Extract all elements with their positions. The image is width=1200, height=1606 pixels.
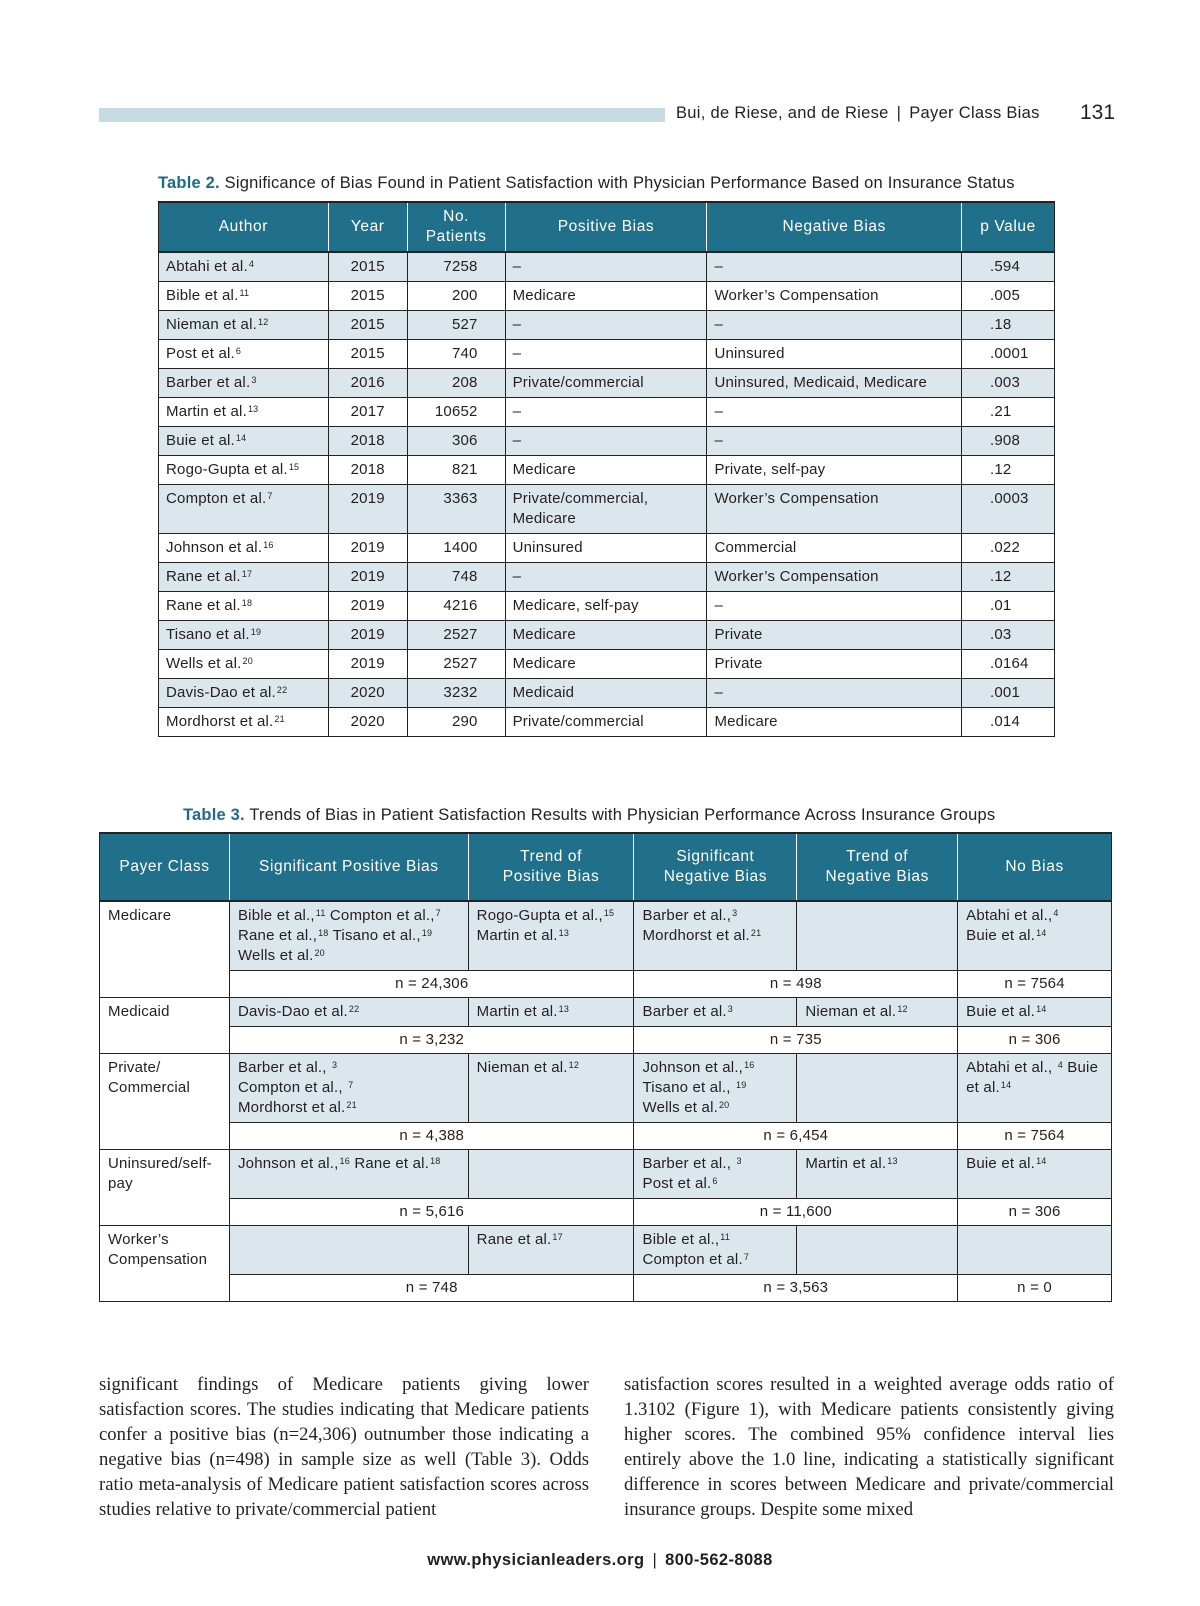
table3-row bbox=[100, 1226, 1112, 1275]
table2-cell-author: Post et al.$^6$ bbox=[159, 339, 329, 368]
footer-website: www.physicianleaders.org bbox=[427, 1551, 645, 1569]
reference-number: 14 bbox=[1036, 928, 1047, 938]
reference-number: 22 bbox=[348, 1004, 360, 1014]
table2-cell-author: Tisano et al.$^{19}$ bbox=[159, 620, 329, 649]
table2-cell-positive-bias: Medicare bbox=[505, 455, 707, 484]
reference-number: 20 bbox=[718, 1100, 730, 1110]
table2-cell-year: 2019 bbox=[328, 533, 407, 562]
reference-number: 7 bbox=[743, 1252, 750, 1262]
table3-cell-trend-negative: Martin et al.$^{13}$ bbox=[797, 1150, 958, 1199]
table3-cell-significant-negative: Johnson et al.,$^{16}$ Tisano et al., $^{19}$ Wells et al.$^{20}$ bbox=[634, 1054, 797, 1123]
table2-cell-year: 2015 bbox=[328, 339, 407, 368]
table2-cell-p-value: .01 bbox=[962, 591, 1055, 620]
reference-number: 18 bbox=[241, 597, 253, 608]
reference-number: 18 bbox=[318, 928, 329, 938]
table3-cell-payer-class: Medicaid bbox=[100, 998, 230, 1054]
table2-cell-negative-bias: Commercial bbox=[707, 533, 962, 562]
table2-cell-negative-bias: – bbox=[707, 591, 962, 620]
table3-cell-trend-negative: Nieman et al.$^{12}$ bbox=[797, 998, 958, 1027]
table2-row bbox=[159, 533, 1055, 562]
reference-number: 7 bbox=[435, 908, 441, 918]
table3-cell-trend-negative bbox=[797, 1054, 958, 1123]
table3-cell-no-bias: Buie et al.$^{14}$ bbox=[958, 1150, 1112, 1199]
table2-cell-patients: 306 bbox=[407, 426, 505, 455]
table3-count-negative: n = 3,563 bbox=[634, 1275, 958, 1302]
table2-cell-patients: 1400 bbox=[407, 533, 505, 562]
running-header bbox=[676, 104, 1040, 123]
reference-number: 19 bbox=[250, 626, 262, 637]
table2-cell-author: Buie et al.$^{14}$ bbox=[159, 426, 329, 455]
table3-header-trend-negative: Trend of Negative Bias bbox=[797, 833, 958, 901]
table3-cell-trend-negative bbox=[797, 1226, 958, 1275]
body-text-left-column: significant findings of Medicare patients giving lower satisfaction scores. The studies indicating that Medicare patients confer a positive bias (n=24,306) outnumber those indicating a negative bias (n=498) in sample size as well (Table 3). Odds ratio meta-analysis of Medicare patient satisfaction scores across studies relative to private/commercial patient bbox=[99, 1374, 589, 1520]
table2-body bbox=[159, 252, 1055, 736]
table3-count-row bbox=[100, 1199, 1112, 1226]
table2-cell-patients: 821 bbox=[407, 455, 505, 484]
table3-caption-text: Trends of Bias in Patient Satisfaction Results with Physician Performance Across Insurance Groups bbox=[249, 806, 996, 824]
reference-number: 14 bbox=[235, 432, 247, 443]
table2-header-row bbox=[159, 202, 1055, 252]
table2-cell-author: Bible et al.$^{11}$ bbox=[159, 281, 329, 310]
reference-number: 11 bbox=[315, 908, 326, 918]
table3-cell-trend-positive: Rane et al.$^{17}$ bbox=[468, 1226, 634, 1275]
table3-count-row bbox=[100, 1027, 1112, 1054]
reference-number: 13 bbox=[247, 403, 259, 414]
reference-number: 15 bbox=[603, 908, 615, 918]
table2-row bbox=[159, 426, 1055, 455]
table2-cell-positive-bias: Private/commercial, Medicare bbox=[505, 484, 707, 533]
table2-cell-negative-bias: – bbox=[707, 397, 962, 426]
reference-number: 13 bbox=[558, 928, 570, 938]
table2-cell-p-value: .0003 bbox=[962, 484, 1055, 533]
table3-cell-no-bias: Buie et al.$^{14}$ bbox=[958, 998, 1112, 1027]
table2-cell-negative-bias: Medicare bbox=[707, 707, 962, 736]
table2-cell-year: 2020 bbox=[328, 707, 407, 736]
table2-cell-year: 2018 bbox=[328, 455, 407, 484]
footer-separator: | bbox=[652, 1551, 658, 1569]
table2-cell-author: Abtahi et al.$^4$ bbox=[159, 252, 329, 281]
table3-count-no-bias: n = 306 bbox=[958, 1199, 1112, 1226]
table2-cell-p-value: .022 bbox=[962, 533, 1055, 562]
table2-cell-patients: 7258 bbox=[407, 252, 505, 281]
table2-cell-negative-bias: Uninsured, Medicaid, Medicare bbox=[707, 368, 962, 397]
table2-cell-positive-bias: Private/commercial bbox=[505, 368, 707, 397]
table2-cell-p-value: .594 bbox=[962, 252, 1055, 281]
table2-label: Table 2. bbox=[158, 174, 220, 192]
table2-row bbox=[159, 484, 1055, 533]
footer-phone: 800-562-8088 bbox=[665, 1551, 773, 1569]
table3-cell-trend-positive bbox=[468, 1150, 634, 1199]
table2-cell-year: 2015 bbox=[328, 252, 407, 281]
table3-cell-no-bias: Abtahi et al.,$^4$ Buie et al.$^{14}$ bbox=[958, 901, 1112, 971]
table3-cell-no-bias bbox=[958, 1226, 1112, 1275]
table2-header-year: Year bbox=[328, 202, 407, 252]
reference-number: 20 bbox=[314, 948, 325, 958]
table2-cell-year: 2020 bbox=[328, 678, 407, 707]
reference-number: 6 bbox=[235, 345, 242, 356]
reference-number: 21 bbox=[750, 928, 762, 938]
table2-cell-negative-bias: Uninsured bbox=[707, 339, 962, 368]
table3-cell-significant-negative: Barber et al., $^3$ Post et al.$^6$ bbox=[634, 1150, 797, 1199]
table3-cell-significant-negative: Barber et al.,$^3$ Mordhorst et al.$^{21}$ bbox=[634, 901, 797, 971]
reference-number: 12 bbox=[897, 1004, 908, 1014]
reference-number: 3 bbox=[727, 1004, 734, 1014]
reference-number: 3 bbox=[736, 1156, 742, 1166]
table3-count-positive: n = 3,232 bbox=[229, 1027, 634, 1054]
table3-cell-payer-class: Worker’s Compensation bbox=[100, 1226, 230, 1302]
table2-cell-author: Nieman et al.$^{12}$ bbox=[159, 310, 329, 339]
table2-cell-year: 2018 bbox=[328, 426, 407, 455]
reference-number: 16 bbox=[744, 1060, 755, 1070]
reference-number: 19 bbox=[735, 1080, 747, 1090]
table2-cell-negative-bias: Worker’s Compensation bbox=[707, 281, 962, 310]
table3-cell-significant-negative: Bible et al.,$^{11}$ Compton et al.$^7$ bbox=[634, 1226, 797, 1275]
header-section: Payer Class Bias bbox=[909, 104, 1040, 122]
table3-count-row bbox=[100, 1275, 1112, 1302]
table2-cell-year: 2019 bbox=[328, 591, 407, 620]
reference-number: 16 bbox=[263, 539, 274, 550]
table2-cell-positive-bias: – bbox=[505, 252, 707, 281]
table2-cell-p-value: .001 bbox=[962, 678, 1055, 707]
reference-number: 13 bbox=[887, 1156, 898, 1166]
table2-cell-positive-bias: – bbox=[505, 562, 707, 591]
table2-caption bbox=[158, 174, 1015, 193]
table2-header-negative-bias: Negative Bias bbox=[707, 202, 962, 252]
table3-cell-significant-negative: Barber et al.$^3$ bbox=[634, 998, 797, 1027]
header-authors: Bui, de Riese, and de Riese bbox=[676, 104, 889, 122]
table2-cell-positive-bias: Uninsured bbox=[505, 533, 707, 562]
reference-number: 21 bbox=[346, 1100, 357, 1110]
table2-cell-year: 2019 bbox=[328, 484, 407, 533]
table3-cell-trend-positive: Rogo-Gupta et al.,$^{15}$ Martin et al.$^{13}$ bbox=[468, 901, 634, 971]
table3-cell-payer-class: Medicare bbox=[100, 901, 230, 998]
table3-count-negative: n = 498 bbox=[634, 971, 958, 998]
table2-cell-patients: 200 bbox=[407, 281, 505, 310]
table3-row bbox=[100, 1054, 1112, 1123]
table3-count-negative: n = 735 bbox=[634, 1027, 958, 1054]
reference-number: 19 bbox=[421, 928, 433, 938]
table3-count-positive: n = 5,616 bbox=[229, 1199, 634, 1226]
table3-header-significant-positive: Significant Positive Bias bbox=[229, 833, 468, 901]
table3-cell-no-bias: Abtahi et al., $^4$ Buie et al.$^{14}$ bbox=[958, 1054, 1112, 1123]
table2-cell-negative-bias: – bbox=[707, 678, 962, 707]
table3-header-payer-class: Payer Class bbox=[100, 833, 230, 901]
reference-number: 20 bbox=[242, 655, 253, 666]
table2-cell-positive-bias: – bbox=[505, 426, 707, 455]
table3-cell-significant-positive: Davis-Dao et al.$^{22}$ bbox=[229, 998, 468, 1027]
page-number: 131 bbox=[1080, 101, 1116, 124]
table2-row bbox=[159, 397, 1055, 426]
table3-cell-payer-class: Private/ Commercial bbox=[100, 1054, 230, 1150]
table2-cell-patients: 740 bbox=[407, 339, 505, 368]
table2-cell-positive-bias: Medicare bbox=[505, 620, 707, 649]
table3 bbox=[99, 832, 1112, 1302]
table2-cell-author: Wells et al.$^{20}$ bbox=[159, 649, 329, 678]
table3-cell-significant-positive: Bible et al.,$^{11}$ Compton et al.,$^7$ Rane et al.,$^{18}$ Tisano et al.,$^{19}$ Wells et al.$^{20}$ bbox=[229, 901, 468, 971]
reference-number: 13 bbox=[558, 1004, 570, 1014]
table3-count-negative: n = 6,454 bbox=[634, 1123, 958, 1150]
reference-number: 14 bbox=[1000, 1080, 1012, 1090]
table2-cell-author: Compton et al.$^7$ bbox=[159, 484, 329, 533]
table3-count-no-bias: n = 7564 bbox=[958, 1123, 1112, 1150]
page-footer bbox=[0, 1551, 1200, 1570]
table3-header-trend-positive: Trend of Positive Bias bbox=[468, 833, 634, 901]
table2-cell-patients: 527 bbox=[407, 310, 505, 339]
table2-row bbox=[159, 562, 1055, 591]
table2-cell-positive-bias: Medicaid bbox=[505, 678, 707, 707]
table2-cell-year: 2015 bbox=[328, 281, 407, 310]
table2-cell-patients: 208 bbox=[407, 368, 505, 397]
table2-caption-text: Significance of Bias Found in Patient Satisfaction with Physician Performance Based on Insurance Status bbox=[224, 174, 1015, 192]
table2-cell-patients: 10652 bbox=[407, 397, 505, 426]
table2-cell-year: 2019 bbox=[328, 620, 407, 649]
table2-cell-author: Rane et al.$^{17}$ bbox=[159, 562, 329, 591]
table2-cell-negative-bias: Private bbox=[707, 620, 962, 649]
table2-cell-positive-bias: – bbox=[505, 339, 707, 368]
table2-row bbox=[159, 620, 1055, 649]
reference-number: 3 bbox=[251, 374, 257, 385]
header-bar bbox=[99, 108, 665, 122]
reference-number: 14 bbox=[1036, 1004, 1047, 1014]
table2-cell-positive-bias: Medicare, self-pay bbox=[505, 591, 707, 620]
table3-label: Table 3. bbox=[183, 806, 245, 824]
table2-cell-patients: 748 bbox=[407, 562, 505, 591]
reference-number: 11 bbox=[239, 287, 250, 298]
table2-cell-positive-bias: Medicare bbox=[505, 281, 707, 310]
reference-number: 7 bbox=[348, 1080, 354, 1090]
table2-header-p-value: p Value bbox=[962, 202, 1055, 252]
table2-cell-positive-bias: Medicare bbox=[505, 649, 707, 678]
table3-cell-significant-positive: Barber et al., $^3$ Compton et al., $^7$ Mordhorst et al.$^{21}$ bbox=[229, 1054, 468, 1123]
table3-caption bbox=[183, 806, 995, 825]
table2-row bbox=[159, 368, 1055, 397]
table2-header-patients: No. Patients bbox=[407, 202, 505, 252]
table2-cell-negative-bias: Private, self-pay bbox=[707, 455, 962, 484]
table2-cell-patients: 2527 bbox=[407, 620, 505, 649]
table2-cell-author: Mordhorst et al.$^{21}$ bbox=[159, 707, 329, 736]
reference-number: 21 bbox=[274, 713, 285, 724]
table2-cell-year: 2019 bbox=[328, 649, 407, 678]
table3-count-no-bias: n = 0 bbox=[958, 1275, 1112, 1302]
table2-row bbox=[159, 649, 1055, 678]
table2-cell-patients: 4216 bbox=[407, 591, 505, 620]
table3-header-no-bias: No Bias bbox=[958, 833, 1112, 901]
reference-number: 22 bbox=[276, 684, 288, 695]
table2-cell-patients: 290 bbox=[407, 707, 505, 736]
table3-cell-payer-class: Uninsured/self- pay bbox=[100, 1150, 230, 1226]
table2-row bbox=[159, 678, 1055, 707]
table2-cell-p-value: .908 bbox=[962, 426, 1055, 455]
table2-header-positive-bias: Positive Bias bbox=[505, 202, 707, 252]
table2-cell-positive-bias: – bbox=[505, 310, 707, 339]
table2-row bbox=[159, 591, 1055, 620]
table2-cell-negative-bias: Private bbox=[707, 649, 962, 678]
table3-cell-trend-positive: Nieman et al.$^{12}$ bbox=[468, 1054, 634, 1123]
table3-count-no-bias: n = 7564 bbox=[958, 971, 1112, 998]
table3-count-positive: n = 748 bbox=[229, 1275, 634, 1302]
table3-count-no-bias: n = 306 bbox=[958, 1027, 1112, 1054]
reference-number: 11 bbox=[720, 1232, 731, 1242]
table2-cell-negative-bias: – bbox=[707, 310, 962, 339]
reference-number: 6 bbox=[712, 1176, 718, 1186]
table3-header-significant-negative: Significant Negative Bias bbox=[634, 833, 797, 901]
table2-cell-author: Martin et al.$^{13}$ bbox=[159, 397, 329, 426]
reference-number: 3 bbox=[732, 908, 738, 918]
table2-cell-negative-bias: – bbox=[707, 426, 962, 455]
table2-row bbox=[159, 252, 1055, 281]
reference-number: 18 bbox=[430, 1156, 441, 1166]
table3-count-row bbox=[100, 971, 1112, 998]
table2-cell-negative-bias: Worker’s Compensation bbox=[707, 484, 962, 533]
reference-number: 4 bbox=[248, 259, 255, 269]
table2-cell-year: 2015 bbox=[328, 310, 407, 339]
reference-number: 4 bbox=[1053, 908, 1059, 918]
reference-number: 12 bbox=[568, 1060, 580, 1070]
reference-number: 17 bbox=[552, 1232, 563, 1242]
table2-cell-p-value: .18 bbox=[962, 310, 1055, 339]
table2-cell-positive-bias: – bbox=[505, 397, 707, 426]
table2-cell-author: Rogo-Gupta et al.$^{15}$ bbox=[159, 455, 329, 484]
table2-row bbox=[159, 281, 1055, 310]
table2-row bbox=[159, 455, 1055, 484]
table2-cell-negative-bias: – bbox=[707, 252, 962, 281]
header-separator: | bbox=[896, 104, 902, 122]
table2-row bbox=[159, 310, 1055, 339]
table2-cell-patients: 3363 bbox=[407, 484, 505, 533]
table2-cell-year: 2019 bbox=[328, 562, 407, 591]
table3-row bbox=[100, 901, 1112, 971]
table2 bbox=[158, 201, 1055, 737]
table2-row bbox=[159, 339, 1055, 368]
reference-number: 17 bbox=[241, 568, 253, 579]
reference-number: 14 bbox=[1036, 1156, 1047, 1166]
table2-cell-p-value: .0001 bbox=[962, 339, 1055, 368]
reference-number: 3 bbox=[332, 1060, 338, 1070]
table2-cell-p-value: .03 bbox=[962, 620, 1055, 649]
table2-cell-author: Davis-Dao et al.$^{22}$ bbox=[159, 678, 329, 707]
body-text-right-column: satisfaction scores resulted in a weighted average odds ratio of 1.3102 (Figure 1), with Medicare patients consistently giving higher scores. The combined 95% confidence interval lies entirely above the 1.0 line, indicating a statistically significant difference in scores between Medicare and private/commercial insurance groups. Despite some mixed bbox=[624, 1374, 1114, 1520]
reference-number: 7 bbox=[267, 490, 273, 501]
table3-cell-trend-positive: Martin et al.$^{13}$ bbox=[468, 998, 634, 1027]
table3-count-positive: n = 24,306 bbox=[229, 971, 634, 998]
table2-cell-positive-bias: Private/commercial bbox=[505, 707, 707, 736]
table2-cell-p-value: .003 bbox=[962, 368, 1055, 397]
table2-cell-negative-bias: Worker’s Compensation bbox=[707, 562, 962, 591]
table2-cell-patients: 2527 bbox=[407, 649, 505, 678]
table2-cell-p-value: .005 bbox=[962, 281, 1055, 310]
table3-header-row bbox=[100, 833, 1112, 901]
table3-count-row bbox=[100, 1123, 1112, 1150]
table3-count-negative: n = 11,600 bbox=[634, 1199, 958, 1226]
table3-cell-significant-positive bbox=[229, 1226, 468, 1275]
table2-cell-author: Rane et al.$^{18}$ bbox=[159, 591, 329, 620]
table2-cell-p-value: .014 bbox=[962, 707, 1055, 736]
table2-cell-p-value: .21 bbox=[962, 397, 1055, 426]
table2-cell-year: 2016 bbox=[328, 368, 407, 397]
table3-row bbox=[100, 998, 1112, 1027]
reference-number: 16 bbox=[339, 1156, 350, 1166]
reference-number: 4 bbox=[1057, 1060, 1063, 1070]
table2-cell-patients: 3232 bbox=[407, 678, 505, 707]
table2-cell-p-value: .12 bbox=[962, 562, 1055, 591]
table2-cell-year: 2017 bbox=[328, 397, 407, 426]
table2-cell-author: Johnson et al.$^{16}$ bbox=[159, 533, 329, 562]
reference-number: 15 bbox=[288, 461, 300, 472]
table3-cell-significant-positive: Johnson et al.,$^{16}$ Rane et al.$^{18}$ bbox=[229, 1150, 468, 1199]
reference-number: 12 bbox=[257, 316, 269, 327]
table2-cell-p-value: .12 bbox=[962, 455, 1055, 484]
table2-cell-p-value: .0164 bbox=[962, 649, 1055, 678]
table3-count-positive: n = 4,388 bbox=[229, 1123, 634, 1150]
table3-body bbox=[100, 901, 1112, 1302]
table3-cell-trend-negative bbox=[797, 901, 958, 971]
table2-header-author: Author bbox=[159, 202, 329, 252]
table2-cell-author: Barber et al.$^3$ bbox=[159, 368, 329, 397]
table2-row bbox=[159, 707, 1055, 736]
table3-row bbox=[100, 1150, 1112, 1199]
